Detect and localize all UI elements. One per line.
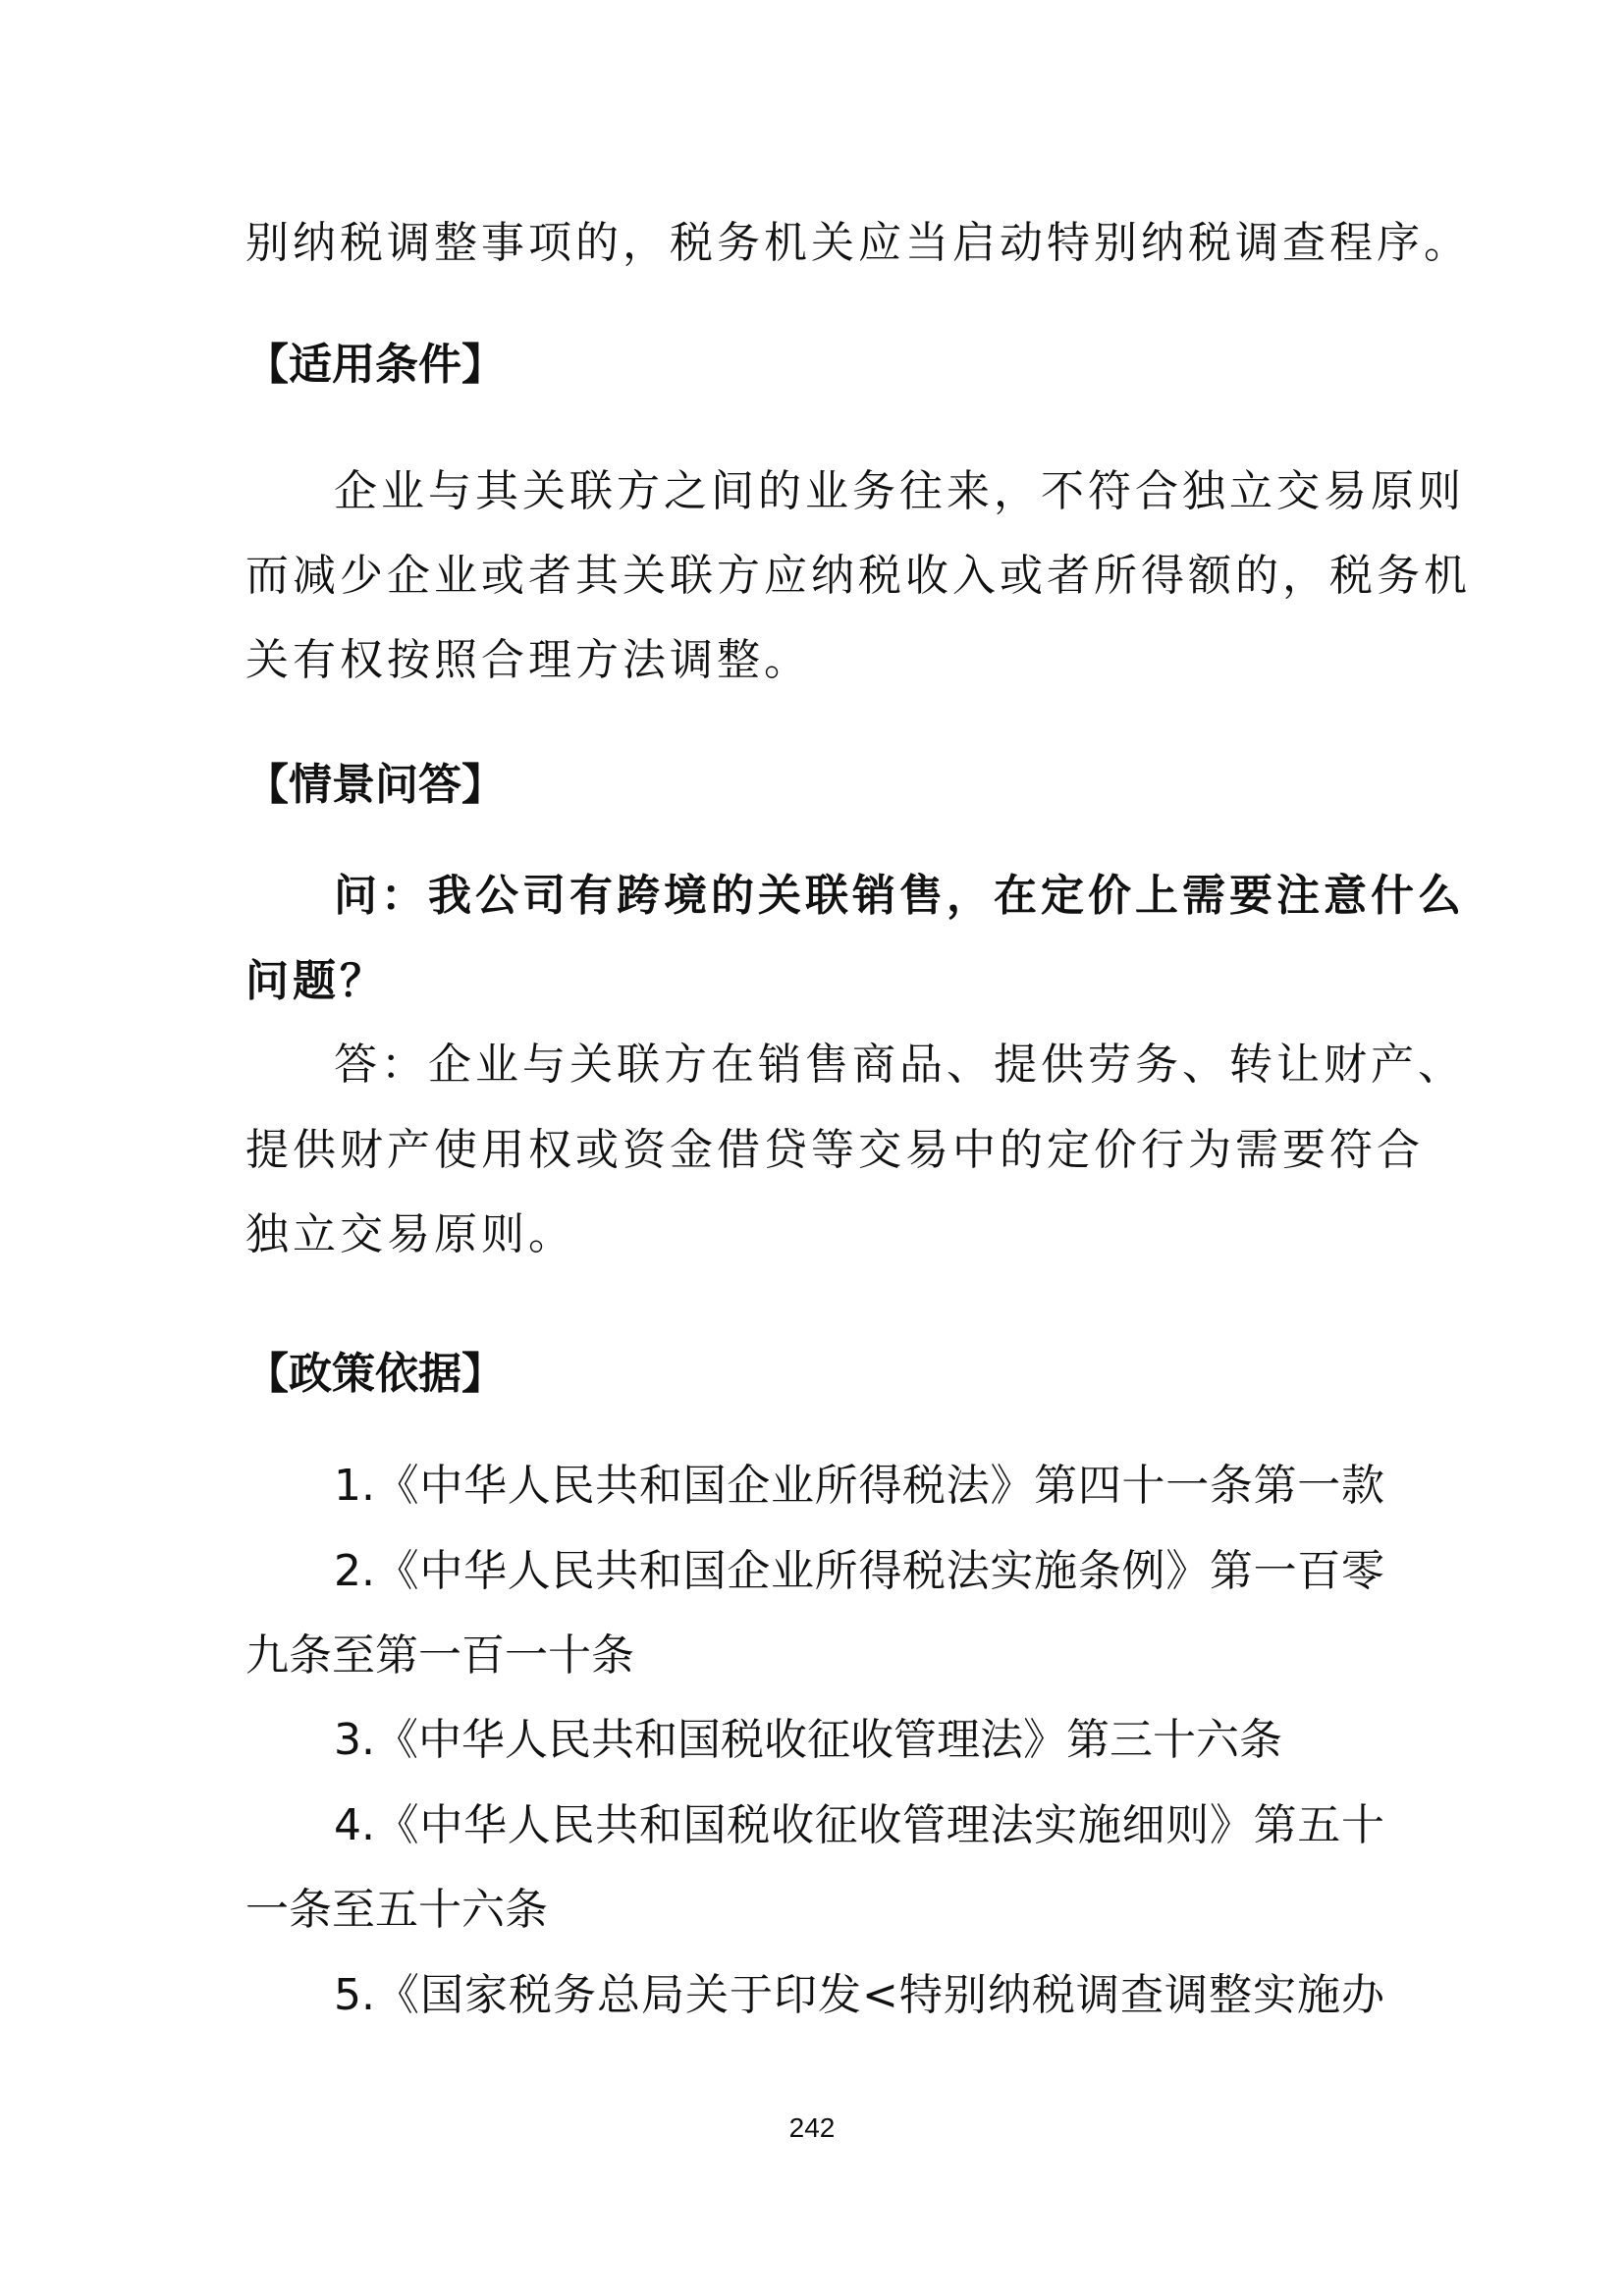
- page-number: 242: [788, 2112, 836, 2143]
- answer-text-line: 答：企业与关联方在销售商品、提供劳务、转让财产、: [334, 1040, 1465, 1090]
- conditions-text-line: 而减少企业或者其关联方应纳税收入或者所得额的，税务机: [245, 551, 1471, 601]
- policy-item-line: 2.《中华人民共和国企业所得税法实施条例》第一百零: [334, 1546, 1384, 1596]
- question-text-line: 问题？: [245, 956, 387, 1006]
- policy-item-line: 一条至五十六条: [245, 1885, 548, 1935]
- intro-text-line: 别纳税调整事项的，税务机关应当启动特别纳税调查程序。: [245, 218, 1471, 268]
- section-heading-qa: 【情景问答】: [245, 760, 505, 810]
- policy-item-line: 九条至第一百一十条: [245, 1630, 634, 1681]
- policy-item-line: 1.《中华人民共和国企业所得税法》第四十一条第一款: [334, 1461, 1384, 1511]
- section-heading-policy: 【政策依据】: [245, 1349, 505, 1399]
- answer-text-line: 独立交易原则。: [245, 1209, 575, 1259]
- question-text-line: 问：我公司有跨境的关联销售，在定价上需要注意什么: [334, 871, 1465, 921]
- answer-text-line: 提供财产使用权或资金借贷等交易中的定价行为需要符合: [245, 1125, 1424, 1175]
- policy-item-line: 5.《国家税务总局关于印发<特别纳税调查调整实施办: [334, 1970, 1384, 2020]
- policy-item-line: 4.《中华人民共和国税收征收管理法实施细则》第五十: [334, 1800, 1384, 1850]
- conditions-text-line: 关有权按照合理方法调整。: [245, 635, 811, 685]
- section-heading-conditions: 【适用条件】: [245, 340, 505, 390]
- conditions-text-line: 企业与其关联方之间的业务往来，不符合独立交易原则: [334, 466, 1465, 516]
- policy-item-line: 3.《中华人民共和国税收征收管理法》第三十六条: [334, 1715, 1282, 1765]
